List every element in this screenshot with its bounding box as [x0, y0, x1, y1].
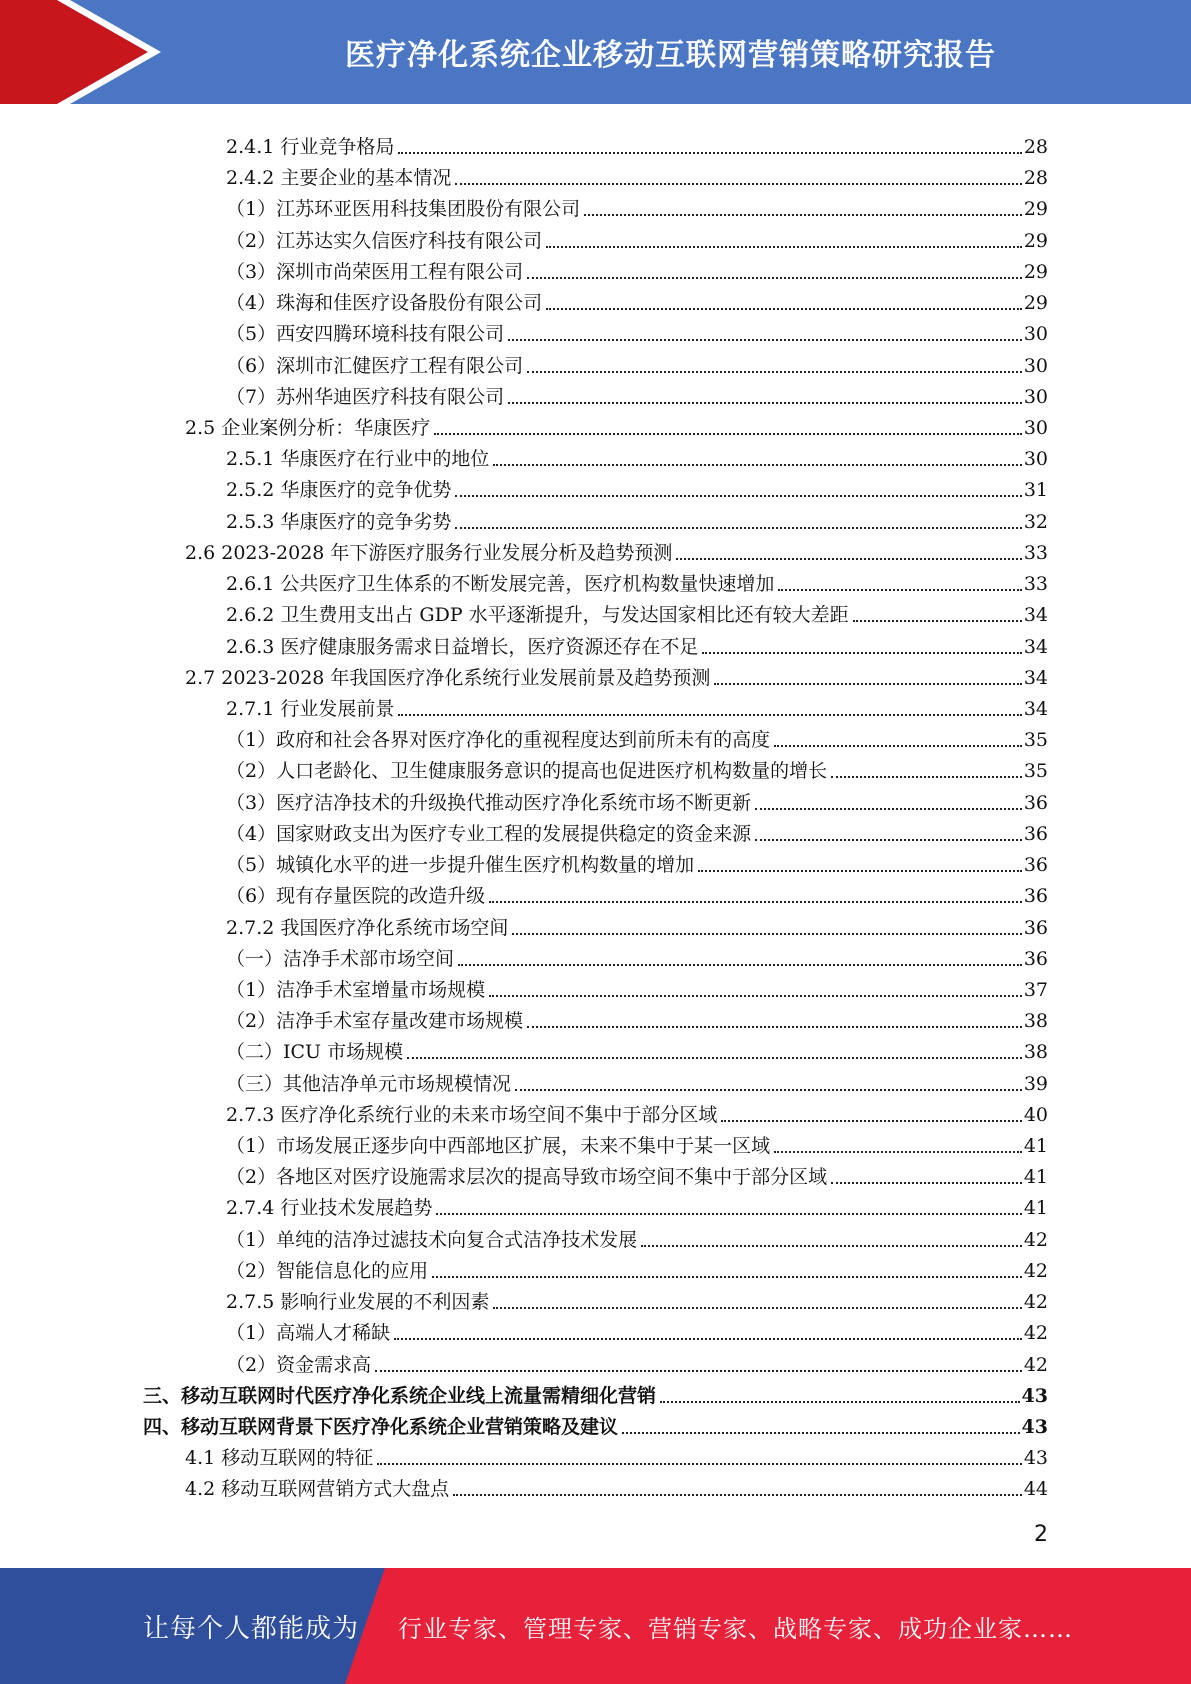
toc-entry[interactable]: [143, 1407, 1048, 1438]
toc-entry-page: 39: [1023, 1072, 1048, 1095]
toc-entry[interactable]: [226, 970, 1048, 1001]
toc-entry-page: 36: [1023, 947, 1048, 970]
toc-dot-leader: [755, 808, 1022, 810]
toc-entry[interactable]: [226, 1313, 1048, 1344]
toc-entry[interactable]: [226, 751, 1048, 782]
toc-dot-leader: [455, 527, 1021, 529]
toc-dot-leader: [660, 1401, 1020, 1403]
toc-entry-title: （6）现有存量医院的改造升级: [226, 885, 486, 908]
toc-entry-page: 44: [1023, 1478, 1048, 1501]
toc-entry-page: 42: [1023, 1259, 1048, 1282]
toc-entry[interactable]: [226, 1064, 1048, 1095]
toc-entry-title: 2.7.3 医疗净化系统行业的未来市场空间不集中于部分区域: [226, 1103, 718, 1126]
toc-entry-title: （6）深圳市汇健医疗工程有限公司: [226, 354, 524, 377]
toc-entry[interactable]: [226, 627, 1048, 658]
toc-entry-page: 43: [1023, 1447, 1048, 1470]
toc-entry-page: 34: [1023, 604, 1048, 627]
toc-entry-page: 36: [1023, 822, 1048, 845]
toc-entry-page: 38: [1023, 1010, 1048, 1033]
toc-entry-title: （3）深圳市尚荣医用工程有限公司: [226, 260, 524, 283]
toc-entry[interactable]: [226, 720, 1048, 751]
toc-entry[interactable]: [226, 127, 1048, 158]
toc-dot-leader: [698, 870, 1022, 872]
toc-entry-title: （三）其他洁净单元市场规模情况: [226, 1072, 512, 1095]
toc-entry-page: 36: [1023, 916, 1048, 939]
toc-entry-page: 36: [1023, 791, 1048, 814]
toc-dot-leader: [407, 1057, 1022, 1059]
toc-entry-page: 28: [1023, 167, 1048, 190]
toc-entry-title: 2.7.4 行业技术发展趋势: [226, 1197, 433, 1220]
toc-entry-page: 38: [1023, 1041, 1048, 1064]
toc-entry-title: （4）国家财政支出为医疗专业工程的发展提供稳定的资金来源: [226, 822, 752, 845]
toc-entry[interactable]: [226, 221, 1048, 252]
toc-dot-leader: [508, 339, 1022, 341]
footer-tagline: 行业专家、管理专家、营销专家、战略专家、成功企业家……: [398, 1614, 1073, 1643]
toc-entry-title: （4）珠海和佳医疗设备股份有限公司: [226, 292, 543, 315]
toc-dot-leader: [584, 214, 1022, 216]
toc-dot-leader: [714, 683, 1021, 685]
toc-entry[interactable]: [185, 408, 1048, 439]
toc-entry-title: 2.7 2023-2028 年我国医疗净化系统行业发展前景及趋势预测: [185, 666, 711, 689]
toc-entry-title: （1）江苏环亚医用科技集团股份有限公司: [226, 198, 581, 221]
toc-entry-title: 2.5.1 华康医疗在行业中的地位: [226, 448, 490, 471]
toc-entry[interactable]: [226, 845, 1048, 876]
toc-entry-title: （1）洁净手术室增量市场规模: [226, 978, 486, 1001]
page-footer: [0, 1568, 1191, 1684]
toc-entry[interactable]: [226, 1220, 1048, 1251]
toc-entry-title: （1）市场发展正逐步向中西部地区扩展，未来不集中于某一区域: [226, 1135, 771, 1158]
toc-entry[interactable]: [226, 439, 1048, 470]
toc-dot-leader: [455, 183, 1021, 185]
toc-entry[interactable]: [226, 939, 1048, 970]
toc-dot-leader: [394, 1338, 1022, 1340]
report-title: 医疗净化系统企业移动互联网营销策略研究报告: [345, 38, 996, 73]
toc-entry-page: 41: [1023, 1135, 1048, 1158]
toc-entry[interactable]: [226, 1251, 1048, 1282]
toc-dot-leader: [398, 714, 1021, 716]
toc-dot-leader: [527, 371, 1022, 373]
toc-entry-title: （1）政府和社会各界对医疗净化的重视程度达到前所未有的高度: [226, 729, 771, 752]
toc-entry[interactable]: [226, 470, 1048, 501]
toc-dot-leader: [489, 995, 1022, 997]
toc-dot-leader: [377, 1463, 1022, 1465]
toc-entry-title: （1）单纯的洁净过滤技术向复合式洁净技术发展: [226, 1228, 638, 1251]
toc-entry-title: 2.6.2 卫生费用支出占 GDP 水平逐渐提升，与发达国家相比还有较大差距: [226, 604, 849, 627]
toc-entry-title: 2.6.3 医疗健康服务需求日益增长，医疗资源还存在不足: [226, 635, 699, 658]
toc-entry-page: 30: [1023, 354, 1048, 377]
toc-entry-title: 2.5.3 华康医疗的竞争劣势: [226, 510, 452, 533]
toc-entry[interactable]: [185, 1438, 1048, 1469]
toc-entry[interactable]: [226, 1126, 1048, 1157]
toc-dot-leader: [493, 1307, 1021, 1309]
toc-dot-leader: [493, 464, 1021, 466]
toc-entry[interactable]: [226, 876, 1048, 907]
toc-entry-title: 4.1 移动互联网的特征: [185, 1447, 374, 1470]
toc-entry[interactable]: [226, 1095, 1048, 1126]
toc-entry[interactable]: [226, 1188, 1048, 1219]
toc-entry[interactable]: [226, 314, 1048, 345]
toc-entry-title: （3）医疗洁净技术的升级换代推动医疗净化系统市场不断更新: [226, 791, 752, 814]
toc-dot-leader: [489, 901, 1022, 903]
toc-entry-title: （2）资金需求高: [226, 1353, 372, 1376]
toc-dot-leader: [778, 589, 1021, 591]
toc-entry[interactable]: [185, 1469, 1048, 1500]
toc-entry[interactable]: [226, 783, 1048, 814]
toc-entry-title: （5）西安四腾环境科技有限公司: [226, 323, 505, 346]
toc-entry-page: 43: [1021, 1384, 1048, 1407]
toc-dot-leader: [721, 1120, 1021, 1122]
toc-entry[interactable]: [226, 1282, 1048, 1313]
toc-entry-page: 34: [1023, 666, 1048, 689]
toc-dot-leader: [676, 558, 1021, 560]
toc-dot-leader: [755, 839, 1022, 841]
toc-entry[interactable]: [143, 1376, 1048, 1407]
toc-entry[interactable]: [185, 533, 1048, 564]
toc-entry-page: 34: [1023, 697, 1048, 720]
toc-entry-page: 30: [1023, 385, 1048, 408]
toc-entry-page: 30: [1023, 323, 1048, 346]
toc-entry-title: 2.7.1 行业发展前景: [226, 697, 395, 720]
toc-entry-title: （一）洁净手术部市场空间: [226, 947, 455, 970]
toc-entry[interactable]: [226, 1157, 1048, 1188]
toc-entry-page: 30: [1023, 448, 1048, 471]
toc-entry-page: 42: [1023, 1353, 1048, 1376]
toc-dot-leader: [515, 1089, 1022, 1091]
toc-entry-title: 2.4.2 主要企业的基本情况: [226, 167, 452, 190]
toc-entry-title: 2.6 2023-2028 年下游医疗服务行业发展分析及趋势预测: [185, 541, 673, 564]
toc-entry[interactable]: [226, 283, 1048, 314]
toc-entry-page: 33: [1023, 573, 1048, 596]
toc-entry[interactable]: [226, 1345, 1048, 1376]
toc-dot-leader: [512, 933, 1021, 935]
toc-entry-page: 42: [1023, 1228, 1048, 1251]
toc-entry-title: （二）ICU 市场规模: [226, 1041, 404, 1064]
toc-entry[interactable]: [226, 814, 1048, 845]
toc-entry[interactable]: [185, 658, 1048, 689]
toc-entry-page: 35: [1023, 760, 1048, 783]
page-number: 2: [1034, 1522, 1048, 1547]
toc-dot-leader: [831, 776, 1022, 778]
toc-dot-leader: [702, 652, 1021, 654]
toc-entry-page: 28: [1023, 136, 1048, 158]
toc-entry-page: 31: [1023, 479, 1048, 502]
toc-entry-title: 2.5.2 华康医疗的竞争优势: [226, 479, 452, 502]
toc-entry-page: 42: [1023, 1322, 1048, 1345]
toc-entry-title: （2）各地区对医疗设施需求层次的提高导致市场空间不集中于部分区域: [226, 1166, 828, 1189]
toc-entry-page: 42: [1023, 1291, 1048, 1314]
toc-entry-title: 2.5 企业案例分析：华康医疗: [185, 416, 431, 439]
toc-entry-title: （2）洁净手术室存量改建市场规模: [226, 1010, 524, 1033]
toc-entry-page: 36: [1023, 885, 1048, 908]
toc-entry-page: 30: [1023, 416, 1048, 439]
toc-dot-leader: [546, 308, 1022, 310]
toc-dot-leader: [434, 433, 1022, 435]
toc-dot-leader: [455, 495, 1021, 497]
toc-entry[interactable]: [226, 252, 1048, 283]
toc-entry[interactable]: [226, 595, 1048, 626]
toc-dot-leader: [641, 1245, 1022, 1247]
toc-entry-page: 34: [1023, 635, 1048, 658]
toc-dot-leader: [508, 402, 1022, 404]
toc-entry[interactable]: [226, 189, 1048, 220]
toc-dot-leader: [436, 1213, 1021, 1215]
toc-dot-leader: [774, 745, 1022, 747]
toc-dot-leader: [853, 620, 1022, 622]
toc-entry-title: 2.7.5 影响行业发展的不利因素: [226, 1291, 490, 1314]
toc-entry-title: （1）高端人才稀缺: [226, 1322, 391, 1345]
toc-dot-leader: [432, 1276, 1022, 1278]
toc-entry-page: 35: [1023, 729, 1048, 752]
toc-dot-leader: [622, 1432, 1020, 1434]
toc-entry-title: 2.6.1 公共医疗卫生体系的不断发展完善，医疗机构数量快速增加: [226, 573, 775, 596]
footer-slogan: 让每个人都能成为: [143, 1613, 360, 1644]
toc-entry[interactable]: [226, 1001, 1048, 1032]
toc-entry-page: 32: [1023, 510, 1048, 533]
toc-entry[interactable]: [226, 1032, 1048, 1063]
toc-dot-leader: [527, 277, 1022, 279]
toc-entry-title: （7）苏州华迪医疗科技有限公司: [226, 385, 505, 408]
toc-dot-leader: [831, 1182, 1022, 1184]
toc-entry-title: 4.2 移动互联网营销方式大盘点: [185, 1478, 450, 1501]
toc-entry-page: 33: [1023, 541, 1048, 564]
toc-entry-page: 41: [1023, 1166, 1048, 1189]
toc-entry-title: （5）城镇化水平的进一步提升催生医疗机构数量的增加: [226, 854, 695, 877]
toc-entry-title: 2.7.2 我国医疗净化系统市场空间: [226, 916, 509, 939]
toc-entry-title: 四、移动互联网背景下医疗净化系统企业营销策略及建议: [143, 1416, 619, 1439]
toc-entry-page: 29: [1023, 260, 1048, 283]
toc-entry-title: （2）江苏达实久信医疗科技有限公司: [226, 229, 543, 252]
toc-entry-page: 29: [1023, 198, 1048, 221]
toc-entry-page: 37: [1023, 978, 1048, 1001]
toc-entry-title: 三、移动互联网时代医疗净化系统企业线上流量需精细化营销: [143, 1384, 657, 1407]
toc-entry-page: 41: [1023, 1197, 1048, 1220]
toc-dot-leader: [375, 1370, 1022, 1372]
toc-dot-leader: [546, 246, 1022, 248]
toc-dot-leader: [458, 964, 1022, 966]
toc-entry-page: 40: [1023, 1103, 1048, 1126]
toc-dot-leader: [774, 1151, 1022, 1153]
toc-dot-leader: [453, 1494, 1022, 1496]
toc-entry[interactable]: [226, 502, 1048, 533]
toc-entry-page: 29: [1023, 292, 1048, 315]
toc-entry-title: （2）智能信息化的应用: [226, 1259, 429, 1282]
toc-entry-title: （2）人口老龄化、卫生健康服务意识的提高也促进医疗机构数量的增长: [226, 760, 828, 783]
toc-entry[interactable]: [226, 564, 1048, 595]
toc-entry-page: 36: [1023, 854, 1048, 877]
toc-entry-page: 43: [1021, 1416, 1048, 1439]
page-header: [0, 0, 1191, 110]
toc-entry[interactable]: [226, 377, 1048, 408]
toc-entry-page: 29: [1023, 229, 1048, 252]
toc-entry[interactable]: [226, 689, 1048, 720]
toc-entry-title: 2.4.1 行业竞争格局: [226, 136, 395, 158]
toc-dot-leader: [398, 152, 1021, 154]
toc-entry[interactable]: [226, 158, 1048, 189]
toc-dot-leader: [527, 1026, 1022, 1028]
toc-entry[interactable]: [226, 908, 1048, 939]
toc-entry[interactable]: [226, 346, 1048, 377]
